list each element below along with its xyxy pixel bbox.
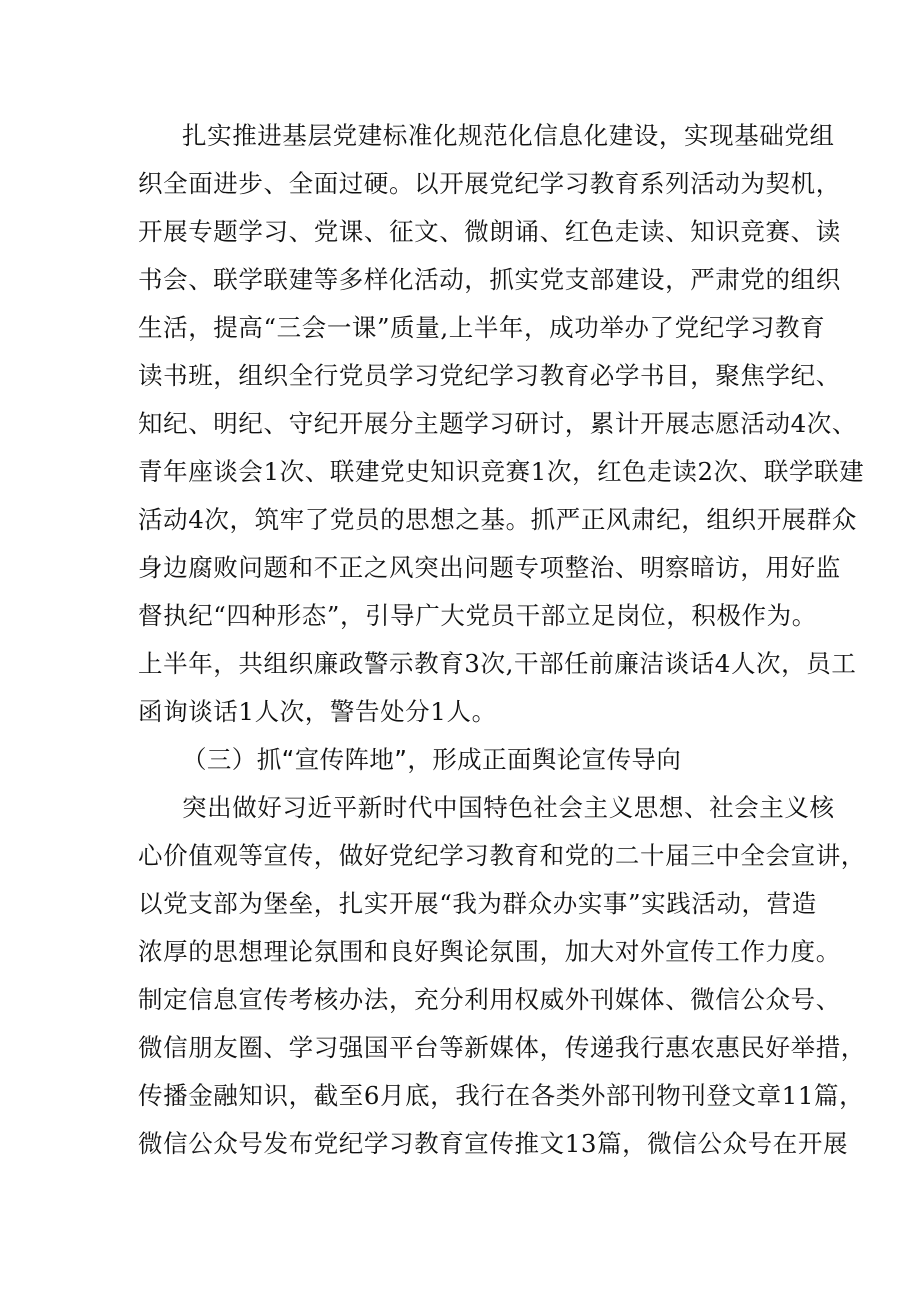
paragraph-line: 微信公众号发布党纪学习教育宣传推文13篇，微信公众号在开展 [138,1129,849,1158]
paragraph-line: 身边腐败问题和不正之风突出问题专项整治、明察暗访，用好监 [138,553,841,582]
paragraph-line: 微信朋友圈、学习强国平台等新媒体，传递我行惠农惠民好举措， [138,1033,866,1062]
paragraph-line: 书会、联学联建等多样化活动，抓实党支部建设，严肃党的组织 [138,265,841,294]
section-heading: （三）抓“宣传阵地”，形成正面舆论宣传导向 [182,745,682,774]
paragraph-line: 制定信息宣传考核办法，充分利用权威外刊媒体、微信公众号、 [138,985,841,1014]
paragraph-line: 知纪、明纪、守纪开展分主题学习研讨，累计开展志愿活动4次、 [138,409,857,438]
paragraph-line: 开展专题学习、党课、征文、微朗诵、红色走读、知识竞赛、读 [138,217,841,246]
paragraph-line: 浓厚的思想理论氛围和良好舆论氛围，加大对外宣传工作力度。 [138,937,841,966]
paragraph-line: 读书班，组织全行党员学习党纪学习教育必学书目，聚焦学纪、 [138,361,841,390]
paragraph-line: 传播金融知识，截至6月底，我行在各类外部刊物刊登文章11篇， [138,1081,865,1110]
paragraph-line: 上半年，共组织廉政警示教育3次,干部任前廉洁谈话4人次，员工 [138,649,857,678]
paragraph-line: 活动4次，筑牢了党员的思想之基。抓严正风肃纪，组织开展群众 [138,505,857,534]
paragraph-line: 织全面进步、全面过硬。以开展党纪学习教育系列活动为契机， [138,169,841,198]
paragraph-line: 督执纪“四种形态”，引导广大党员干部立足岗位，积极作为。 [138,601,817,630]
paragraph-line: 突出做好习近平新时代中国特色社会主义思想、社会主义核 [182,793,835,822]
paragraph-line: 以党支部为堡垒，扎实开展“我为群众办实事”实践活动，营造 [138,889,817,918]
paragraph-line: 青年座谈会1次、联建党史知识竞赛1次，红色走读2次、联学联建 [138,457,865,486]
paragraph-line: 生活，提高“三会一课”质量,上半年，成功举办了党纪学习教育 [138,313,826,342]
paragraph-line: 心价值观等宣传，做好党纪学习教育和党的二十届三中全会宣讲， [138,841,866,870]
paragraph-line: 扎实推进基层党建标准化规范化信息化建设，实现基础党组 [182,121,835,150]
paragraph-line: 函询谈话1人次，警告处分1人。 [138,697,497,726]
